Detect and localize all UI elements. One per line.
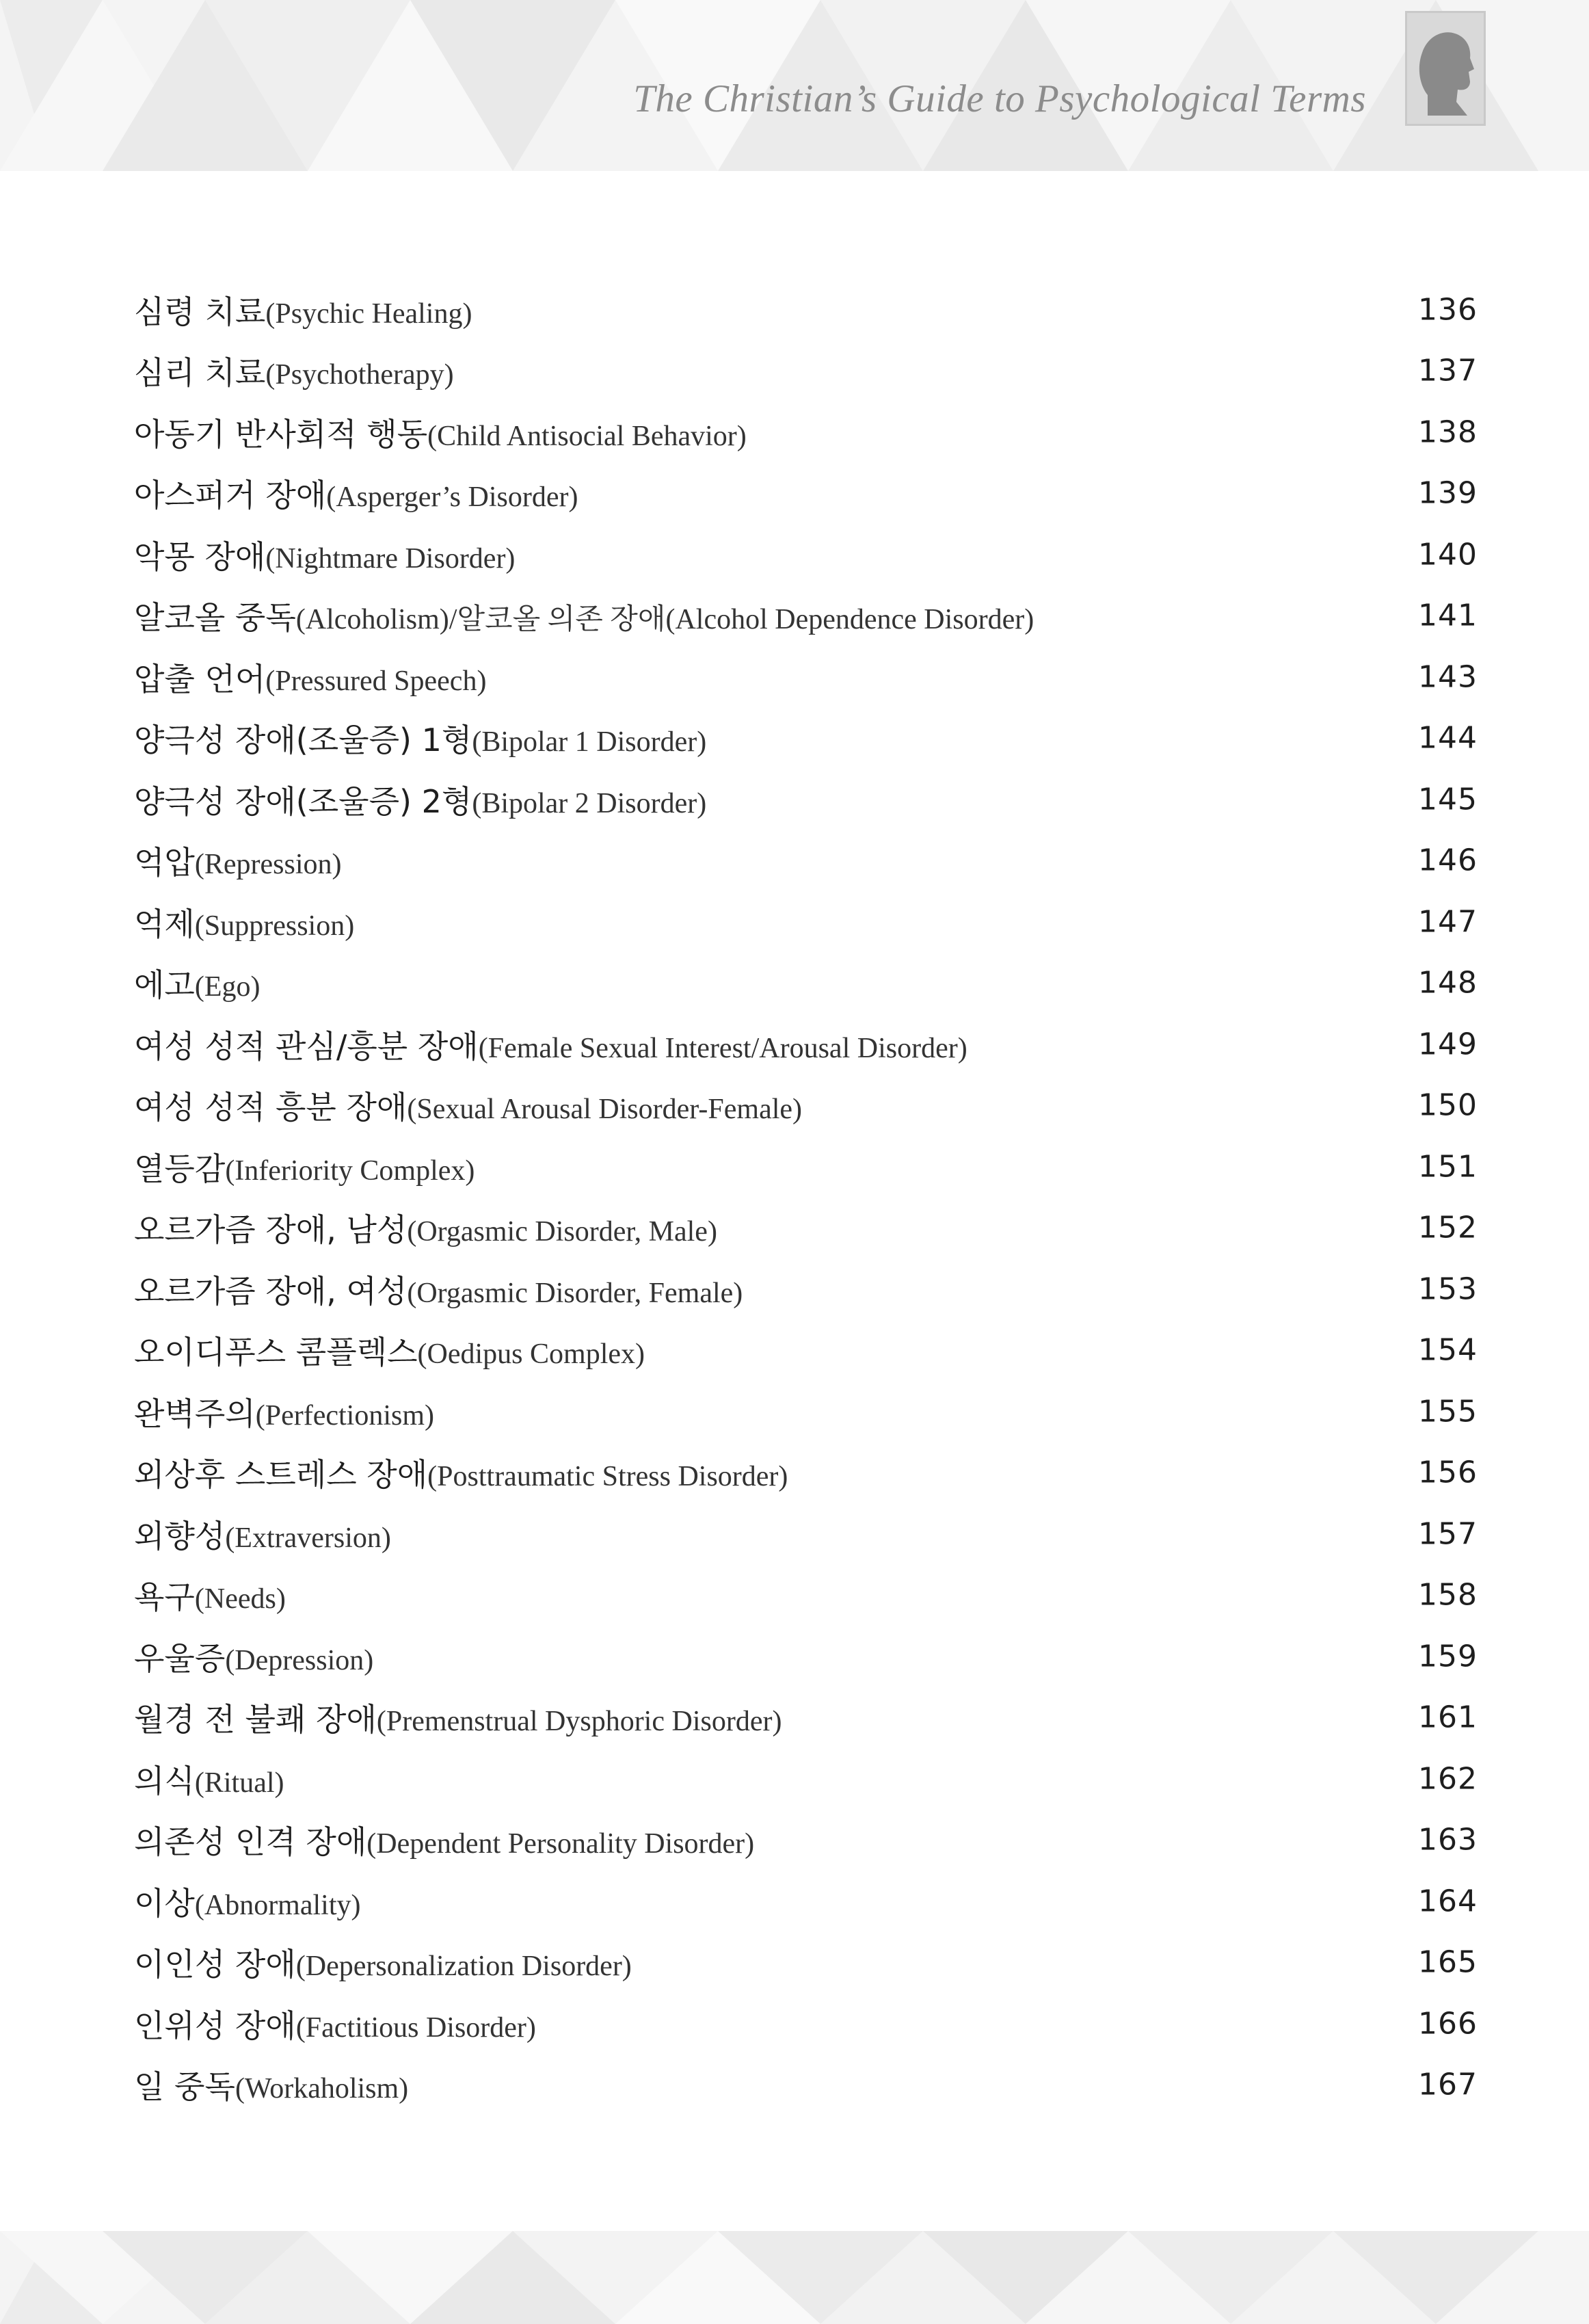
- toc-term: [134, 1328, 645, 1373]
- toc-term: [134, 1267, 743, 1312]
- term-english: (Sexual Arousal Disorder-Female): [407, 1094, 803, 1126]
- footer-band: [0, 2231, 1589, 2324]
- term-korean: 욕구: [134, 1579, 195, 1616]
- toc-term: [134, 1756, 284, 1801]
- page-number: 158: [1418, 1577, 1478, 1613]
- term-korean: 외향성: [134, 1517, 226, 1555]
- term-english: (Premenstrual Dysphoric Disorder): [376, 1706, 782, 1738]
- toc-entry[interactable]: [134, 1320, 1478, 1382]
- term-korean: 억압: [134, 844, 195, 882]
- page-number: 155: [1418, 1394, 1478, 1429]
- page-number: 167: [1418, 2067, 1478, 2102]
- term-korean: 심리 치료: [134, 354, 266, 392]
- term-korean: 오르가즘 장애, 남성: [134, 1211, 408, 1249]
- toc-entry[interactable]: [134, 1565, 1478, 1626]
- table-of-contents: [134, 279, 1478, 2115]
- page-number: 152: [1418, 1210, 1478, 1245]
- term-korean: 우울증: [134, 1639, 226, 1677]
- toc-entry[interactable]: [134, 1503, 1478, 1565]
- toc-term: [134, 899, 354, 945]
- toc-term: [134, 1389, 434, 1434]
- toc-term: [134, 1205, 717, 1250]
- term-korean: 양극성 장애(조울증) 1형: [134, 722, 472, 759]
- toc-term: [134, 410, 747, 455]
- toc-entry[interactable]: [134, 769, 1478, 830]
- term-english: (Posttraumatic Stress Disorder): [427, 1461, 788, 1493]
- page-number: 143: [1418, 659, 1478, 695]
- term-korean: 이인성 장애: [134, 1946, 296, 1983]
- term-english: (Depersonalization Disorder): [295, 1951, 632, 1983]
- term-korean: 악몽 장애: [134, 538, 266, 575]
- toc-term: [134, 348, 454, 393]
- page-number: 153: [1418, 1271, 1478, 1307]
- toc-term: [134, 1572, 286, 1617]
- term-korean: 양극성 장애(조울증) 2형: [134, 782, 472, 820]
- toc-term: [134, 715, 706, 761]
- term-english: (Bipolar 1 Disorder): [472, 726, 707, 758]
- page-number: 140: [1418, 537, 1478, 572]
- page-number: 138: [1418, 414, 1478, 450]
- toc-term: [134, 1083, 802, 1128]
- toc-entry[interactable]: [134, 279, 1478, 341]
- toc-entry[interactable]: [134, 1932, 1478, 1994]
- term-korean: 의존성 인격 장애: [134, 1823, 367, 1861]
- toc-entry[interactable]: [134, 401, 1478, 463]
- toc-entry[interactable]: [134, 1014, 1478, 1075]
- toc-entry[interactable]: [134, 1871, 1478, 1932]
- toc-entry[interactable]: [134, 1136, 1478, 1198]
- page-number: 166: [1418, 2006, 1478, 2042]
- toc-entry[interactable]: [134, 585, 1478, 647]
- toc-entry[interactable]: [134, 341, 1478, 402]
- page-number: 148: [1418, 965, 1478, 1001]
- term-korean: 에고: [134, 966, 195, 1004]
- toc-term: [134, 777, 706, 822]
- toc-term: [134, 2001, 536, 2046]
- toc-term: [134, 2062, 408, 2107]
- book-title: The Christian’s Guide to Psychological Terms: [633, 77, 1366, 120]
- toc-term: [134, 1511, 391, 1557]
- page-number: 144: [1418, 720, 1478, 756]
- term-english: (Perfectionism): [255, 1399, 434, 1431]
- term-english: (Psychic Healing): [265, 298, 472, 330]
- toc-entry[interactable]: [134, 1993, 1478, 2055]
- page-number: 149: [1418, 1027, 1478, 1062]
- toc-entry[interactable]: [134, 463, 1478, 525]
- term-english: (Nightmare Disorder): [265, 542, 516, 575]
- toc-entry[interactable]: [134, 1198, 1478, 1259]
- term-english: (Ritual): [194, 1767, 284, 1799]
- term-korean: 아동기 반사회적 행동: [134, 415, 428, 453]
- toc-term: [134, 1695, 782, 1740]
- toc-entry[interactable]: [134, 1258, 1478, 1320]
- term-english: (Abnormality): [194, 1889, 361, 1921]
- page-number: 141: [1418, 598, 1478, 633]
- page-number: 146: [1418, 843, 1478, 878]
- toc-entry[interactable]: [134, 1748, 1478, 1810]
- toc-term: [134, 287, 472, 332]
- term-english: (Ego): [194, 971, 261, 1003]
- term-korean: 여성 성적 관심/흥분 장애: [134, 1027, 479, 1065]
- page-number: 165: [1418, 1944, 1478, 1980]
- term-korean: 아스퍼거 장애: [134, 477, 327, 514]
- toc-term: [134, 960, 261, 1005]
- page-number: 154: [1418, 1332, 1478, 1368]
- term-english: (Suppression): [194, 910, 355, 942]
- page-number: 159: [1418, 1639, 1478, 1674]
- toc-entry[interactable]: [134, 1381, 1478, 1442]
- term-korean: 오이디푸스 콤플렉스: [134, 1334, 418, 1371]
- term-english: (Inferiority Complex): [225, 1154, 475, 1187]
- toc-term: [134, 1450, 788, 1495]
- term-korean: 의식: [134, 1762, 195, 1799]
- page-number: 150: [1418, 1087, 1478, 1123]
- term-english: (Orgasmic Disorder, Female): [407, 1277, 743, 1309]
- page-number: 145: [1418, 782, 1478, 817]
- term-korean: 외상후 스트레스 장애: [134, 1456, 428, 1494]
- term-english: (Factitious Disorder): [295, 2011, 536, 2044]
- toc-entry[interactable]: [134, 891, 1478, 953]
- page-number: 136: [1418, 292, 1478, 328]
- term-korean: 완벽주의: [134, 1395, 256, 1432]
- page-number: 157: [1418, 1516, 1478, 1552]
- toc-term: [134, 1817, 754, 1862]
- toc-entry[interactable]: [134, 1442, 1478, 1504]
- toc-entry[interactable]: [134, 1687, 1478, 1749]
- toc-term: [134, 655, 486, 700]
- footer-triangle-pattern: [0, 2231, 1589, 2324]
- term-korean: 여성 성적 흥분 장애: [134, 1089, 408, 1126]
- term-korean: 일 중독: [134, 2068, 235, 2106]
- toc-term: [134, 532, 515, 577]
- term-korean: 알코올 중독: [134, 599, 296, 637]
- header-band: [0, 0, 1589, 171]
- page-number: 147: [1418, 904, 1478, 940]
- toc-term: [134, 1879, 360, 1924]
- toc-term: [134, 1022, 967, 1067]
- toc-entry[interactable]: [134, 1626, 1478, 1687]
- term-english: (Child Antisocial Behavior): [427, 420, 747, 452]
- toc-term: [134, 593, 1034, 638]
- head-silhouette-icon: [1407, 13, 1484, 124]
- page-number: 137: [1418, 353, 1478, 388]
- term-korean: 심령 치료: [134, 293, 266, 330]
- toc-term: [134, 838, 342, 883]
- term-english: (Alcoholism)/알코올 의존 장애(Alcohol Dependence Disorder): [295, 604, 1034, 636]
- profile-badge: [1405, 11, 1486, 126]
- term-english: (Dependent Personality Disorder): [366, 1828, 755, 1860]
- toc-entry[interactable]: [134, 2055, 1478, 2116]
- term-english: (Psychotherapy): [265, 359, 454, 391]
- term-english: (Female Sexual Interest/Arousal Disorder): [478, 1032, 967, 1064]
- toc-entry[interactable]: [134, 708, 1478, 769]
- toc-entry[interactable]: [134, 830, 1478, 892]
- toc-entry[interactable]: [134, 646, 1478, 708]
- term-korean: 월경 전 불쾌 장애: [134, 1701, 377, 1739]
- term-korean: 억제: [134, 905, 195, 942]
- term-english: (Needs): [194, 1583, 286, 1615]
- page-number: 139: [1418, 475, 1478, 511]
- term-english: (Workaholism): [235, 2073, 409, 2105]
- term-english: (Repression): [194, 849, 342, 881]
- page-number: 151: [1418, 1149, 1478, 1185]
- term-korean: 압출 언어: [134, 660, 266, 698]
- term-english: (Extraversion): [225, 1522, 391, 1554]
- toc-term: [134, 1634, 373, 1679]
- term-english: (Bipolar 2 Disorder): [472, 787, 707, 819]
- term-english: (Depression): [225, 1644, 374, 1676]
- toc-entry[interactable]: [134, 524, 1478, 585]
- term-korean: 이상: [134, 1884, 195, 1922]
- term-english: (Asperger’s Disorder): [326, 481, 578, 514]
- page-number: 156: [1418, 1455, 1478, 1490]
- toc-entry[interactable]: [134, 1075, 1478, 1137]
- term-english: (Oedipus Complex): [417, 1338, 645, 1371]
- page-number: 164: [1418, 1884, 1478, 1919]
- page-number: 161: [1418, 1700, 1478, 1735]
- term-korean: 열등감: [134, 1150, 226, 1187]
- term-english: (Pressured Speech): [265, 665, 487, 697]
- page-number: 163: [1418, 1822, 1478, 1858]
- toc-entry[interactable]: [134, 953, 1478, 1014]
- toc-term: [134, 1144, 475, 1189]
- term-korean: 인위성 장애: [134, 2007, 296, 2044]
- toc-term: [134, 471, 578, 516]
- term-korean: 오르가즘 장애, 여성: [134, 1272, 408, 1310]
- page-number: 162: [1418, 1761, 1478, 1797]
- toc-term: [134, 1940, 632, 1985]
- term-english: (Orgasmic Disorder, Male): [407, 1216, 717, 1248]
- toc-entry[interactable]: [134, 1810, 1478, 1871]
